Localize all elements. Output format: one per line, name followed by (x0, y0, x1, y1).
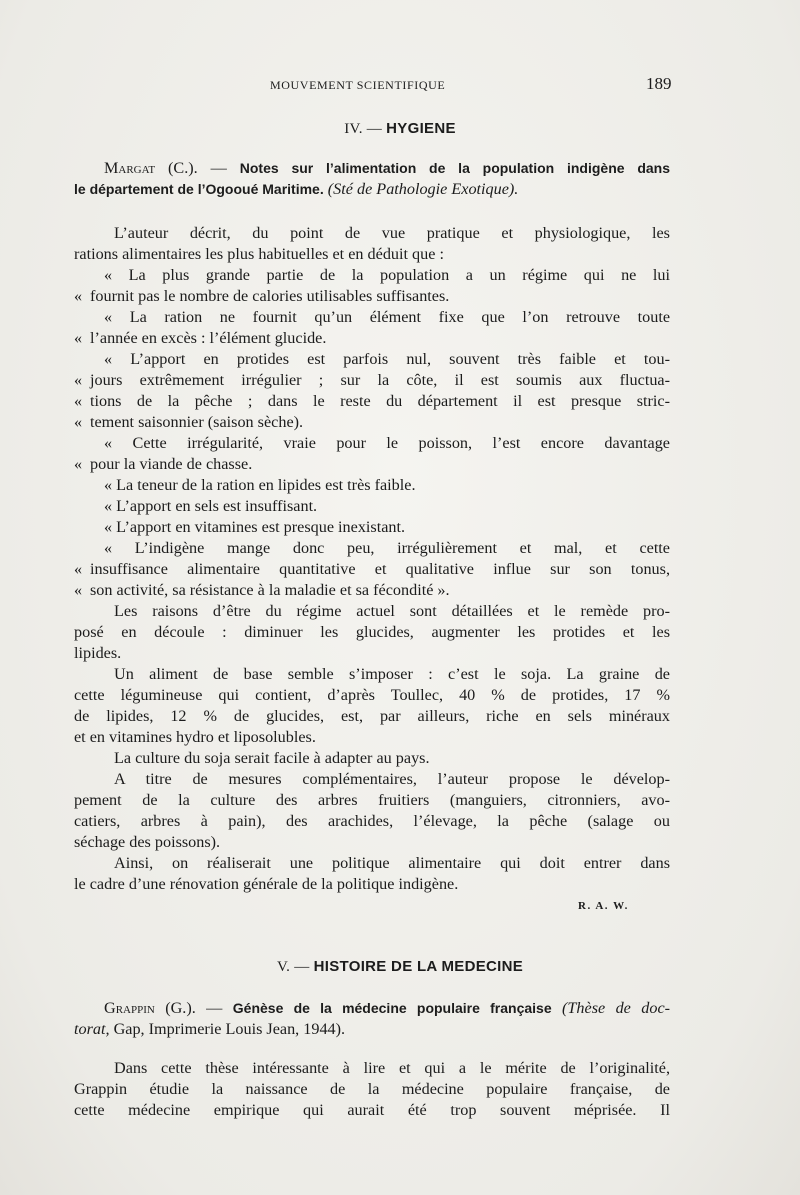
body-line: séchage des poissons). (74, 833, 221, 851)
body-line: « fournit pas le nombre de calories utilisables suffisantes. (74, 287, 450, 305)
body-line: « La ration ne fournit qu’un élément fixe que l’on retrouve toute (104, 308, 670, 326)
body-line: pement de la culture des arbres fruitiers (manguiers, citronniers, avo- (74, 791, 670, 809)
ref-author: Grappin (104, 999, 155, 1017)
body-line: Grappin étudie la naissance de la médecine populaire française, de (74, 1080, 670, 1098)
reference-margat (74, 158, 670, 200)
body-line: Dans cette thèse intéressante à lire et qui a le mérite de l’originalité, (114, 1059, 670, 1077)
body-line: « pour la viande de chasse. (74, 455, 253, 473)
page-number: 189 (646, 74, 672, 93)
ref-title-line-1: Notes sur l’alimentation de la population indigène dans (239, 160, 670, 176)
body-line: « l’année en excès : l’élément glucide. (74, 329, 327, 347)
body-line: « L’apport en sels est insuffisant. (104, 497, 318, 515)
body-line: le cadre d’une rénovation générale de la politique indigène. (74, 875, 459, 893)
section-number: IV. — (344, 121, 383, 137)
body-line: A titre de mesures complémentaires, l’auteur propose le dévelop- (114, 770, 670, 788)
section-heading-history-of-medicine (0, 958, 800, 976)
body-line: « tions de la pêche ; dans le reste du département il est presque stric- (74, 392, 670, 410)
body-line: « La plus grande partie de la population a un régime qui ne lui (104, 266, 670, 284)
body-line: cette légumineuse qui contient, d’après Toullec, 40 % de protides, 17 % (74, 686, 670, 704)
article-body-hygiene (74, 223, 670, 895)
section-heading-hygiene (0, 120, 800, 138)
section-title: HISTOIRE DE LA MEDECINE (313, 958, 524, 975)
body-line: « La teneur de la ration en lipides est très faible. (104, 476, 416, 494)
ref-title-line-2: le département de l’Ogooué Maritime. (74, 181, 324, 197)
body-line: Les raisons d’être du régime actuel sont détaillées et le remède pro- (114, 602, 670, 620)
section-title: HYGIENE (386, 120, 456, 137)
body-line: cette médecine empirique qui aurait été trop souvent méprisée. Il (74, 1101, 670, 1119)
ref-publisher: Gap, Imprimerie Louis Jean, 1944). (109, 1020, 346, 1038)
body-line: rations alimentaires les plus habituelles et en déduit que : (74, 245, 444, 263)
body-line: « son activité, sa résistance à la maladie et sa fécondité ». (74, 581, 450, 599)
body-line: lipides. (74, 644, 122, 662)
author-signature: R. A. W. (578, 900, 629, 912)
ref-source-line-2: torat, (74, 1020, 110, 1038)
reference-grappin (74, 998, 670, 1040)
body-line: « Cette irrégularité, vraie pour le poisson, l’est encore davantage (104, 434, 670, 452)
body-line: « L’apport en protides est parfois nul, souvent très faible et tou- (104, 350, 670, 368)
body-line: posé en découle : diminuer les glucides, augmenter les protides et les (74, 623, 670, 641)
ref-author: Margat (104, 159, 156, 177)
body-line: Ainsi, on réaliserait une politique alimentaire qui doit entrer dans (114, 854, 670, 872)
body-line: catiers, arbres à pain), des arachides, l’élevage, la pêche (salage ou (74, 812, 670, 830)
body-line: L’auteur décrit, du point de vue pratique et physiologique, les (114, 224, 670, 242)
ref-title: Génèse de la médecine populaire française (232, 1000, 552, 1016)
body-line: « insuffisance alimentaire quantitative et qualitative influe sur son tonus, (74, 560, 670, 578)
article-body-history (74, 1058, 670, 1121)
ref-source: (Sté de Pathologie Exotique). (327, 180, 519, 198)
body-line: de lipides, 12 % de glucides, est, par ailleurs, riche en sels minéraux (74, 707, 670, 725)
body-line: Un aliment de base semble s’imposer : c’est le soja. La graine de (114, 665, 670, 683)
section-number: V. — (276, 959, 310, 975)
running-title: MOUVEMENT SCIENTIFIQUE (270, 78, 446, 92)
body-line: « jours extrêmement irrégulier ; sur la côte, il est soumis aux fluctua- (74, 371, 670, 389)
body-line: et en vitamines hydro et liposolubles. (74, 728, 316, 746)
body-line: « tement saisonnier (saison sèche). (74, 413, 304, 431)
ref-initial: (G.). — (154, 999, 233, 1017)
body-line: « L’indigène mange donc peu, irrégulièrement et mal, et cette (104, 539, 670, 557)
ref-source-line-1: (Thèse de doc- (562, 999, 670, 1017)
body-line: La culture du soja serait facile à adapter au pays. (114, 749, 430, 767)
ref-initial: (C.). — (155, 159, 240, 177)
body-line: « L’apport en vitamines est presque inexistant. (104, 518, 406, 536)
